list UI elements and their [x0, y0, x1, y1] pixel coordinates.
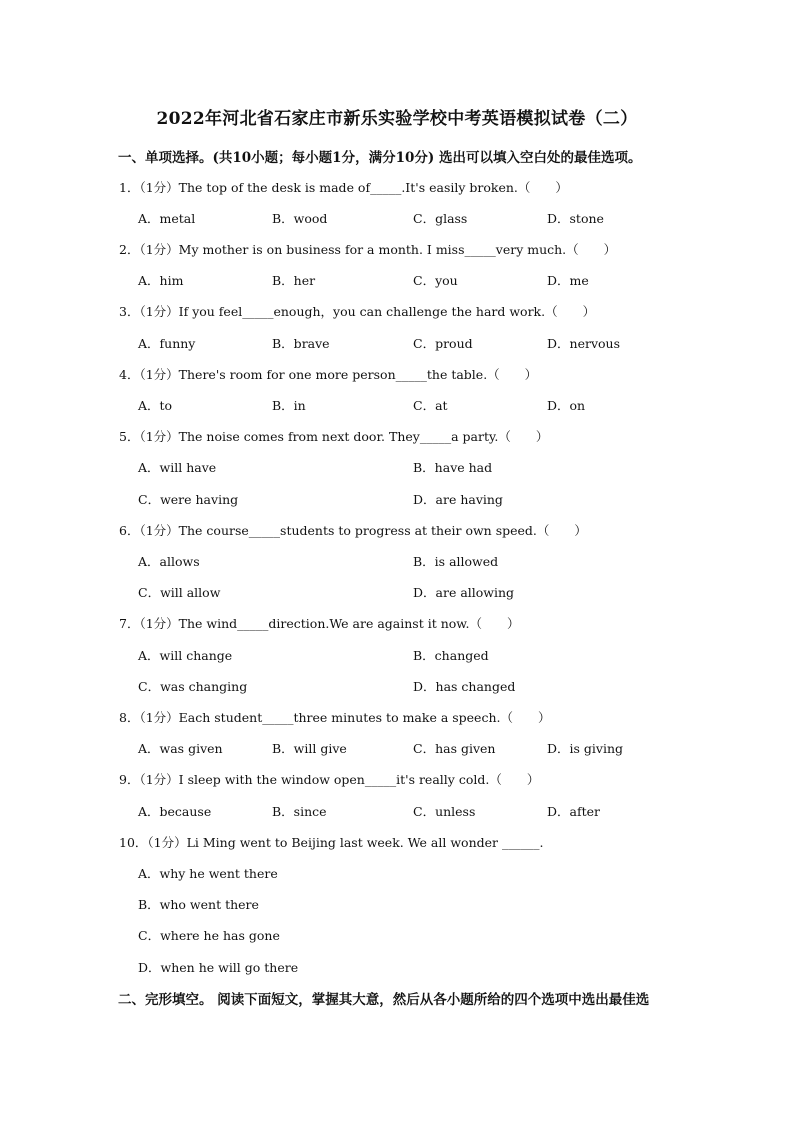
question-8: 8．（1分）Each student_____three minutes to make a speech.（ ）	[119, 710, 551, 725]
q4-option-c: C．at	[413, 398, 448, 413]
q8-option-b: B．will give	[272, 741, 347, 756]
q9-option-d: D．after	[547, 804, 600, 819]
question-10: 10．（1分）Li Ming went to Beijing last week. We all wonder ______.	[119, 835, 544, 850]
q7-option-d: D．has changed	[413, 679, 516, 694]
question-6: 6．（1分）The course_____students to progress at their own speed.（ ）	[119, 523, 587, 538]
q3-option-c: C．proud	[413, 336, 473, 351]
q1-option-a: A．metal	[138, 211, 196, 226]
question-1: 1．（1分）The top of the desk is made of_____.It's easily broken.（ ）	[119, 180, 568, 195]
q7-option-b: B．changed	[413, 648, 489, 663]
q6-option-b: B．is allowed	[413, 554, 499, 569]
q6-option-a: A．allows	[138, 554, 200, 569]
q1-option-d: D．stone	[547, 211, 604, 226]
q2-option-c: C．you	[413, 273, 458, 288]
q1-option-c: C．glass	[413, 211, 468, 226]
q1-option-b: B．wood	[272, 211, 328, 226]
question-7: 7．（1分）The wind_____direction.We are against it now.（ ）	[119, 616, 520, 631]
q2-option-b: B．her	[272, 273, 316, 288]
question-2: 2．（1分）My mother is on business for a month. I miss_____very much.（ ）	[119, 242, 617, 257]
q5-option-b: B．have had	[413, 460, 493, 475]
q9-option-a: A．because	[138, 804, 212, 819]
q4-option-b: B．in	[272, 398, 306, 413]
q3-option-a: A．funny	[138, 336, 196, 351]
q6-option-c: C．will allow	[138, 585, 221, 600]
section-heading-1: 一、单项选择。(共10小题；每小题1分，满分10分) 选出可以填入空白处的最佳选项。	[118, 150, 642, 166]
question-4: 4．（1分）There's room for one more person_____the table.（ ）	[119, 367, 538, 382]
q10-option-b: B．who went there	[138, 897, 259, 912]
q7-option-c: C．was changing	[138, 679, 248, 694]
q5-option-a: A．will have	[138, 460, 217, 475]
q8-option-c: C．has given	[413, 741, 496, 756]
q10-option-a: A．why he went there	[138, 866, 278, 881]
q5-option-d: D．are having	[413, 492, 503, 507]
section-heading-2: 二、完形填空。 阅读下面短文，掌握其大意，然后从各小题所给的四个选项中选出最佳选	[118, 992, 650, 1008]
q9-option-b: B．since	[272, 804, 327, 819]
question-5: 5．（1分）The noise comes from next door. They_____a party.（ ）	[119, 429, 549, 444]
page-title: 2022年河北省石家庄市新乐实验学校中考英语模拟试卷（二）	[156, 109, 638, 129]
q2-option-a: A．him	[138, 273, 184, 288]
q10-option-c: C．where he has gone	[138, 928, 280, 943]
q5-option-c: C．were having	[138, 492, 239, 507]
q4-option-a: A．to	[138, 398, 173, 413]
q6-option-d: D．are allowing	[413, 585, 515, 600]
q7-option-a: A．will change	[138, 648, 233, 663]
q4-option-d: D．on	[547, 398, 586, 413]
q2-option-d: D．me	[547, 273, 589, 288]
q3-option-d: D．nervous	[547, 336, 620, 351]
q8-option-d: D．is giving	[547, 741, 624, 756]
question-9: 9．（1分）I sleep with the window open_____it's really cold.（ ）	[119, 772, 540, 787]
q9-option-c: C．unless	[413, 804, 476, 819]
q10-option-d: D．when he will go there	[138, 960, 299, 975]
question-3: 3．（1分）If you feel_____enough，you can challenge the hard work.（ ）	[119, 304, 596, 319]
q3-option-b: B．brave	[272, 336, 330, 351]
q8-option-a: A．was given	[138, 741, 223, 756]
